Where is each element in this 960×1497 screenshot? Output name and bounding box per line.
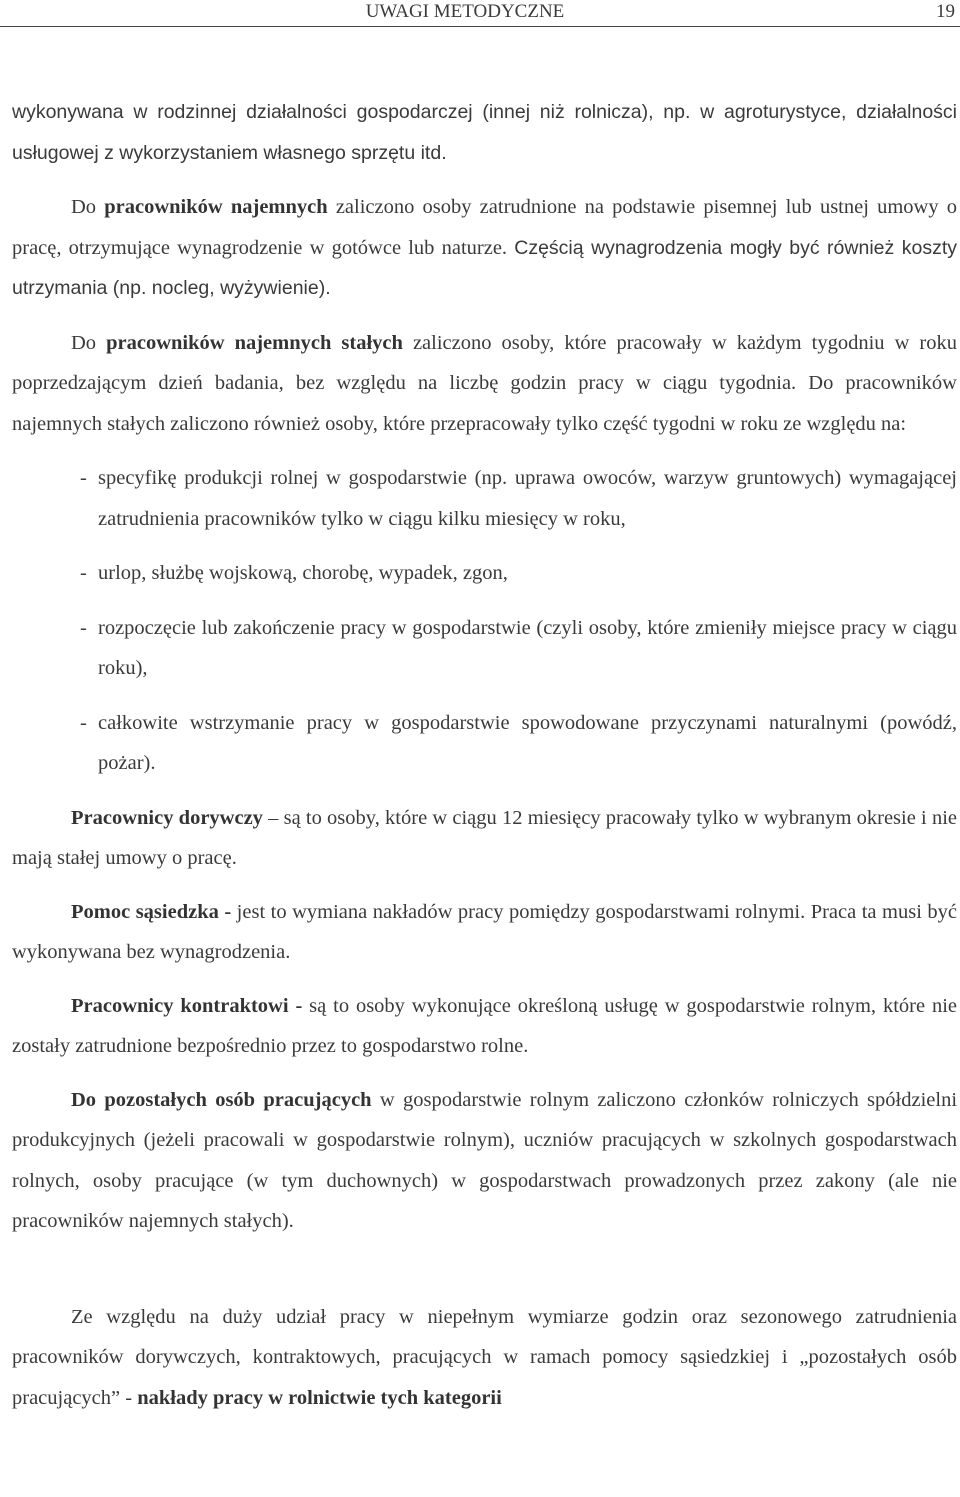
term-neighbour-help: Pomoc sąsiedzka - [71,900,232,923]
page-number: 19 [936,1,955,22]
text-fragment: – są to osoby, które w ciągu 12 miesięcy pracowały tylko w wybranym okresie i nie mają stałej umowy o pracę. [12,806,957,869]
list-item [12,458,957,539]
paragraph-permanent-workers [12,323,957,445]
list-dash: - [80,467,87,489]
list-dash: - [80,562,87,584]
list-item-text: specyfikę produkcji rolnej w gospodarstwie (np. uprawa owoców, warzyw gruntowych) wymagającej zatrudnienia pracowników tylko w ciągu kilku miesięcy w roku, [98,467,957,530]
text-fragment: zaliczono osoby zatrudnione na podstawie pisemnej lub ustnej umowy o pracę, otrzymujące wynagrodzenie w gotówce lub naturze. [12,196,957,259]
page-header [0,0,960,27]
text-fragment: Do [71,331,107,354]
term-other-workers: Do pozostałych osób pracujących [71,1088,372,1111]
text-fragment: Do [71,196,105,218]
list-dash: - [80,711,87,734]
text-fragment: w gospodarstwie rolnym zaliczono członków rolniczych spółdzielni produkcyjnych (jeżeli pracowali w gospodarstwie rolnym), uczniów pracujących w szkolnych gospodarstwach rolnych, osoby pracujące (w tym duchownych) w gospodarstwach prowadzonych przez zakony (ale nie pracowników najemnych stałych). [12,1088,958,1232]
list-item-text: całkowite wstrzymanie pracy w gospodarstwie spowodowane przyczynami naturalnymi (powódź, pożar). [98,711,957,774]
paragraph-other-workers [12,1080,957,1242]
term-contract-workers: Pracownicy kontraktowi - [71,994,303,1017]
term-casual-workers: Pracownicy dorywczy [71,806,263,829]
paragraph-continuation [12,92,957,173]
text-fragment: zaliczono osoby, które pracowały w każdym tygodniu w roku poprzedzającym dzień badania, bez względu na liczbę godzin pracy w ciągu tygodnia. Do pracowników najemnych stałych zaliczono również osoby, które przepracowały tylko część tygodni w roku ze względu na: [12,331,957,435]
paragraph-hired-workers [12,187,957,309]
reasons-list [12,458,957,784]
term-hired-workers: pracowników najemnych [104,196,328,218]
list-item [12,553,957,594]
list-item-text: rozpoczęcie lub zakończenie pracy w gospodarstwie (czyli osoby, które zmieniły miejsce pracy w ciągu roku), [98,616,957,679]
term-permanent-workers: pracowników najemnych stałych [106,331,403,354]
text-fragment: jest to wymiana nakładów pracy pomiędzy gospodarstwami rolnymi. Praca ta musi być wykonywana bez wynagrodzenia. [12,900,957,963]
paragraph-neighbour-help [12,892,957,973]
text-fragment: są to osoby wykonujące określoną usługę w gospodarstwie rolnym, które nie zostały zatrudnione bezpośrednio przez to gospodarstwo rolne. [12,994,957,1057]
list-item [12,608,957,689]
list-item-text: urlop, służbę wojskową, chorobę, wypadek, zgon, [98,562,508,584]
term-labour-input: nakłady pracy w rolnictwie tych kategorii [137,1386,502,1409]
header-title: UWAGI METODYCZNE [365,1,565,22]
list-dash: - [80,616,87,639]
paragraph-labour-input [12,1297,957,1419]
paragraph-text: wykonywana w rodzinnej działalności gospodarczej (innej niż rolnicza), np. w agroturystyce, działalności usługowej z wykorzystaniem własnego sprzętu itd. [12,101,957,164]
list-item [12,703,957,784]
paragraph-casual-workers [12,798,957,879]
document-body [12,92,957,1418]
text-fragment-sans: Częścią wynagrodzenia mogły być również koszty utrzymania (np. nocleg, wyżywienie). [12,236,957,299]
text-fragment: Ze względu na duży udział pracy w niepełnym wymiarze godzin oraz sezonowego zatrudnienia pracowników dorywczych, kontraktowych, pracujących w ramach pomocy sąsiedzkiej i „pozostałych osób pracujących” - [12,1305,957,1409]
paragraph-contract-workers [12,986,957,1067]
